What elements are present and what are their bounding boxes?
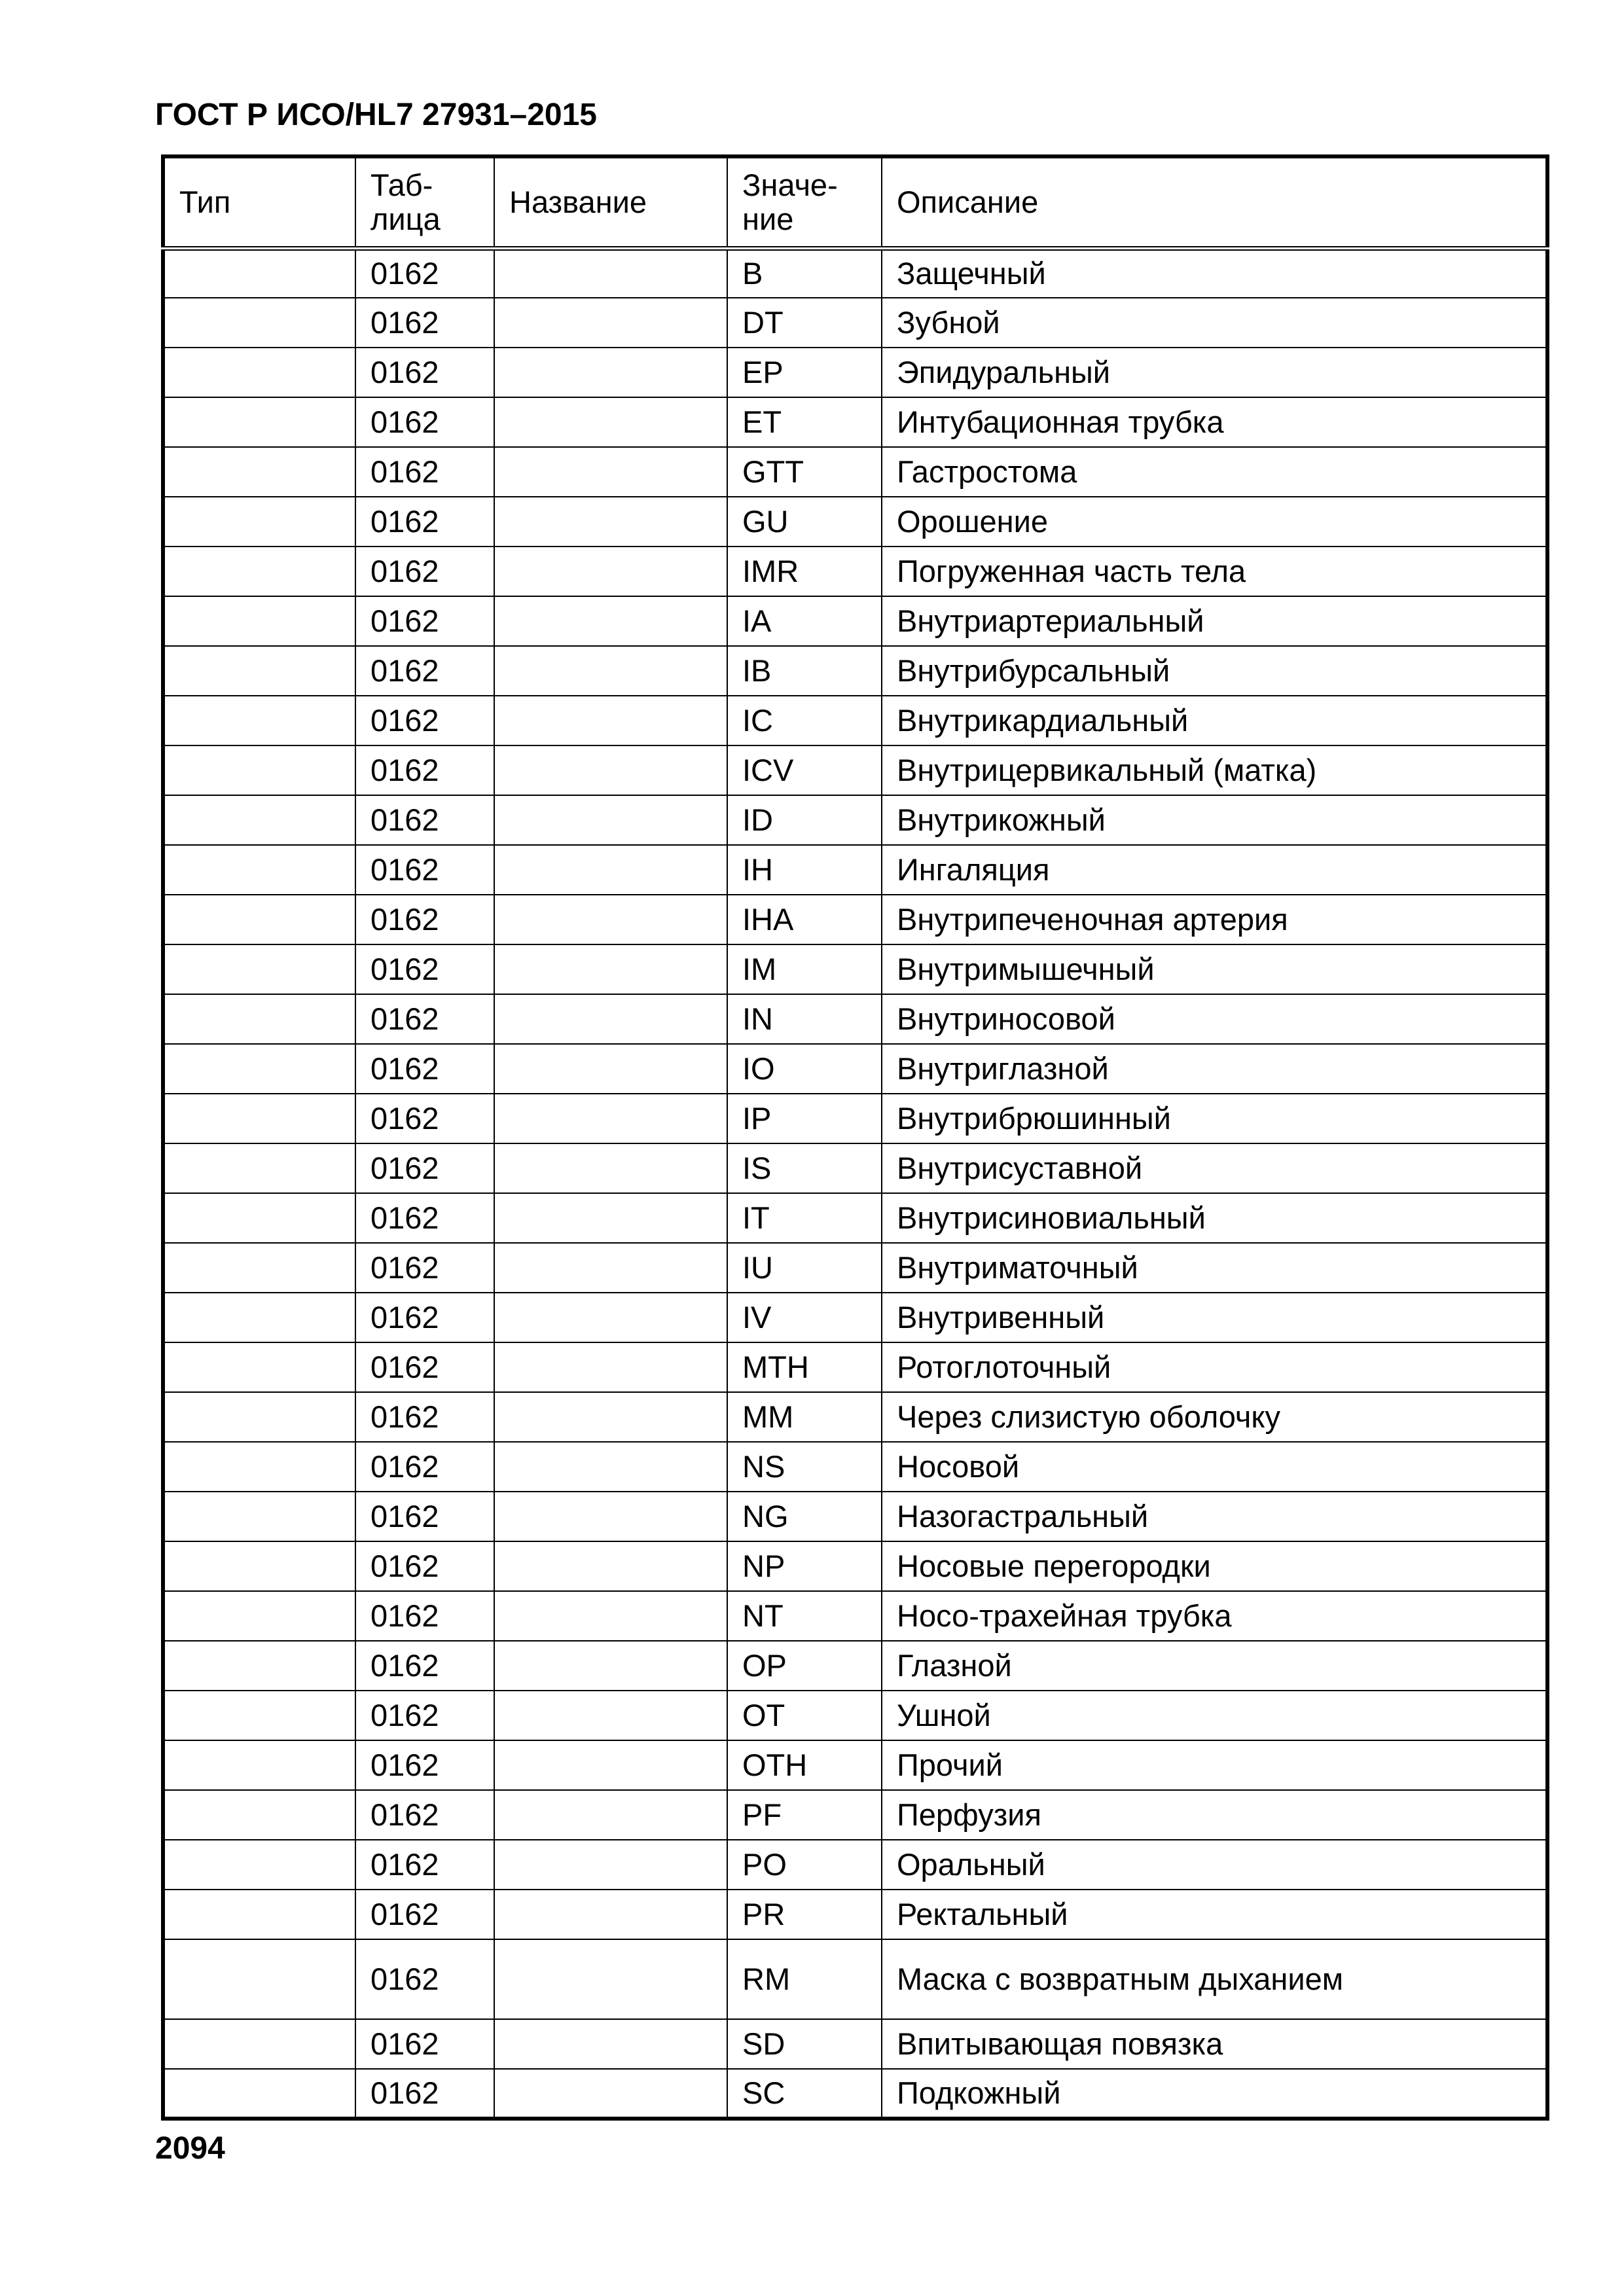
table-row xyxy=(163,944,1547,994)
cell-name xyxy=(494,1691,727,1740)
cell-type xyxy=(163,596,355,646)
cell-description: Прочий xyxy=(882,1740,1547,1790)
cell-name xyxy=(494,1740,727,1790)
cell-description: Перфузия xyxy=(882,1790,1547,1840)
cell-table: 0162 xyxy=(355,348,494,397)
cell-description: Внутриносовой xyxy=(882,994,1547,1044)
table-row xyxy=(163,1591,1547,1641)
cell-name xyxy=(494,248,727,298)
cell-type xyxy=(163,646,355,696)
cell-description: Ректальный xyxy=(882,1890,1547,1939)
cell-name xyxy=(494,1939,727,2019)
cell-name xyxy=(494,1790,727,1840)
table-row xyxy=(163,646,1547,696)
cell-value: PO xyxy=(727,1840,882,1890)
cell-type xyxy=(163,1392,355,1442)
table-row xyxy=(163,1342,1547,1392)
column-header-value-line2: ние xyxy=(742,201,794,236)
table-row xyxy=(163,596,1547,646)
cell-table: 0162 xyxy=(355,994,494,1044)
cell-table: 0162 xyxy=(355,1591,494,1641)
cell-name xyxy=(494,745,727,795)
cell-name xyxy=(494,447,727,497)
cell-name xyxy=(494,1143,727,1193)
cell-table: 0162 xyxy=(355,1442,494,1492)
cell-name xyxy=(494,944,727,994)
cell-type xyxy=(163,1243,355,1293)
cell-value: OP xyxy=(727,1641,882,1691)
column-header-value xyxy=(727,156,882,248)
cell-name xyxy=(494,1044,727,1094)
cell-type xyxy=(163,795,355,845)
table-row xyxy=(163,1094,1547,1143)
cell-table: 0162 xyxy=(355,1790,494,1840)
cell-name xyxy=(494,1492,727,1541)
cell-type xyxy=(163,547,355,596)
cell-description: Внутриартериальный xyxy=(882,596,1547,646)
table-row xyxy=(163,397,1547,447)
cell-type xyxy=(163,1094,355,1143)
cell-value: NS xyxy=(727,1442,882,1492)
cell-table: 0162 xyxy=(355,1094,494,1143)
cell-value: ID xyxy=(727,795,882,845)
cell-table: 0162 xyxy=(355,1641,494,1691)
cell-description: Внутриматочный xyxy=(882,1243,1547,1293)
cell-value: B xyxy=(727,248,882,298)
cell-table: 0162 xyxy=(355,547,494,596)
column-header-description: Описание xyxy=(882,156,1547,248)
cell-type xyxy=(163,1691,355,1740)
cell-table: 0162 xyxy=(355,1044,494,1094)
cell-type xyxy=(163,1790,355,1840)
cell-type xyxy=(163,1840,355,1890)
table-row xyxy=(163,447,1547,497)
cell-type xyxy=(163,1442,355,1492)
cell-name xyxy=(494,348,727,397)
table-row xyxy=(163,1492,1547,1541)
table-row xyxy=(163,248,1547,298)
cell-table: 0162 xyxy=(355,1392,494,1442)
cell-type xyxy=(163,1143,355,1193)
cell-description: Внутрипеченочная артерия xyxy=(882,895,1547,944)
table-row xyxy=(163,745,1547,795)
table-row xyxy=(163,1044,1547,1094)
table-row xyxy=(163,895,1547,944)
cell-table: 0162 xyxy=(355,1840,494,1890)
cell-description: Глазной xyxy=(882,1641,1547,1691)
cell-name xyxy=(494,298,727,348)
cell-value: MM xyxy=(727,1392,882,1442)
table-row xyxy=(163,845,1547,895)
cell-type xyxy=(163,2069,355,2119)
cell-description: Ротоглоточный xyxy=(882,1342,1547,1392)
cell-type xyxy=(163,1193,355,1243)
table-row xyxy=(163,795,1547,845)
cell-description: Подкожный xyxy=(882,2069,1547,2119)
table-row xyxy=(163,1392,1547,1442)
cell-name xyxy=(494,1193,727,1243)
table-row xyxy=(163,1541,1547,1591)
cell-value: IB xyxy=(727,646,882,696)
table-row xyxy=(163,2019,1547,2069)
cell-description: Через слизистую оболочку xyxy=(882,1392,1547,1442)
cell-description: Орошение xyxy=(882,497,1547,547)
header-row xyxy=(163,156,1547,248)
cell-table: 0162 xyxy=(355,696,494,745)
cell-name xyxy=(494,1094,727,1143)
cell-description: Впитывающая повязка xyxy=(882,2019,1547,2069)
cell-value: PF xyxy=(727,1790,882,1840)
cell-value: IV xyxy=(727,1293,882,1342)
table-row xyxy=(163,1193,1547,1243)
cell-name xyxy=(494,596,727,646)
cell-table: 0162 xyxy=(355,895,494,944)
column-header-type: Тип xyxy=(163,156,355,248)
table-row xyxy=(163,1939,1547,2019)
cell-type xyxy=(163,1740,355,1790)
table-row xyxy=(163,1243,1547,1293)
cell-table: 0162 xyxy=(355,2069,494,2119)
table-row xyxy=(163,348,1547,397)
cell-description: Эпидуральный xyxy=(882,348,1547,397)
cell-name xyxy=(494,646,727,696)
cell-type xyxy=(163,845,355,895)
cell-value: NT xyxy=(727,1591,882,1641)
table-row xyxy=(163,1691,1547,1740)
cell-type xyxy=(163,944,355,994)
table-row xyxy=(163,497,1547,547)
cell-name xyxy=(494,1392,727,1442)
cell-table: 0162 xyxy=(355,795,494,845)
cell-value: IN xyxy=(727,994,882,1044)
cell-type xyxy=(163,497,355,547)
column-header-table xyxy=(355,156,494,248)
cell-description: Носовые перегородки xyxy=(882,1541,1547,1591)
cell-type xyxy=(163,447,355,497)
cell-table: 0162 xyxy=(355,745,494,795)
cell-value: IA xyxy=(727,596,882,646)
cell-value: IO xyxy=(727,1044,882,1094)
cell-value: GTT xyxy=(727,447,882,497)
column-header-table-line2: лица xyxy=(370,201,441,236)
cell-name xyxy=(494,1442,727,1492)
table-row xyxy=(163,1143,1547,1193)
table-row xyxy=(163,1740,1547,1790)
cell-table: 0162 xyxy=(355,1492,494,1541)
table-header xyxy=(163,156,1547,248)
cell-table: 0162 xyxy=(355,397,494,447)
cell-type xyxy=(163,994,355,1044)
cell-table: 0162 xyxy=(355,1691,494,1740)
cell-value: OT xyxy=(727,1691,882,1740)
cell-name xyxy=(494,2069,727,2119)
cell-type xyxy=(163,2019,355,2069)
cell-description: Ингаляция xyxy=(882,845,1547,895)
cell-description: Внутрикардиальный xyxy=(882,696,1547,745)
cell-description: Внутрикожный xyxy=(882,795,1547,845)
table-row xyxy=(163,298,1547,348)
cell-table: 0162 xyxy=(355,1293,494,1342)
cell-description: Оральный xyxy=(882,1840,1547,1890)
column-header-name: Название xyxy=(494,156,727,248)
cell-table: 0162 xyxy=(355,1143,494,1193)
cell-value: IU xyxy=(727,1243,882,1293)
table-row xyxy=(163,1840,1547,1890)
table-row xyxy=(163,1890,1547,1939)
cell-table: 0162 xyxy=(355,1193,494,1243)
cell-value: SD xyxy=(727,2019,882,2069)
column-header-value-line1: Значе- xyxy=(742,167,838,202)
table-row xyxy=(163,696,1547,745)
table-row xyxy=(163,547,1547,596)
cell-type xyxy=(163,248,355,298)
cell-name xyxy=(494,397,727,447)
cell-table: 0162 xyxy=(355,646,494,696)
cell-name xyxy=(494,845,727,895)
cell-table: 0162 xyxy=(355,1740,494,1790)
cell-value: EP xyxy=(727,348,882,397)
cell-name xyxy=(494,2019,727,2069)
cell-description: Маска с возвратным дыханием xyxy=(882,1939,1547,2019)
cell-value: IHA xyxy=(727,895,882,944)
cell-description: Внутрибрюшинный xyxy=(882,1094,1547,1143)
cell-table: 0162 xyxy=(355,1890,494,1939)
cell-description: Защечный xyxy=(882,248,1547,298)
page-number: 2094 xyxy=(155,2131,225,2166)
cell-value: IH xyxy=(727,845,882,895)
code-table xyxy=(161,154,1549,2121)
cell-description: Внутримышечный xyxy=(882,944,1547,994)
cell-description: Носо-трахейная трубка xyxy=(882,1591,1547,1641)
cell-type xyxy=(163,1641,355,1691)
cell-type xyxy=(163,1293,355,1342)
cell-value: IM xyxy=(727,944,882,994)
cell-value: SC xyxy=(727,2069,882,2119)
cell-description: Гастростома xyxy=(882,447,1547,497)
cell-type xyxy=(163,1541,355,1591)
cell-table: 0162 xyxy=(355,1342,494,1392)
cell-name xyxy=(494,1541,727,1591)
cell-type xyxy=(163,696,355,745)
cell-name xyxy=(494,547,727,596)
cell-name xyxy=(494,1591,727,1641)
cell-type xyxy=(163,348,355,397)
table-row xyxy=(163,994,1547,1044)
cell-name xyxy=(494,994,727,1044)
cell-table: 0162 xyxy=(355,298,494,348)
cell-description: Внутрибурсальный xyxy=(882,646,1547,696)
cell-value: ICV xyxy=(727,745,882,795)
cell-type xyxy=(163,1044,355,1094)
cell-description: Внутриглазной xyxy=(882,1044,1547,1094)
cell-name xyxy=(494,1890,727,1939)
table-row xyxy=(163,1790,1547,1840)
cell-type xyxy=(163,1492,355,1541)
cell-table: 0162 xyxy=(355,447,494,497)
cell-table: 0162 xyxy=(355,596,494,646)
cell-type xyxy=(163,397,355,447)
cell-name xyxy=(494,1840,727,1890)
table-body xyxy=(163,248,1547,2119)
cell-name xyxy=(494,795,727,845)
cell-type xyxy=(163,1591,355,1641)
cell-description: Зубной xyxy=(882,298,1547,348)
cell-name xyxy=(494,1342,727,1392)
cell-description: Носовой xyxy=(882,1442,1547,1492)
cell-type xyxy=(163,1890,355,1939)
cell-value: RM xyxy=(727,1939,882,2019)
cell-table: 0162 xyxy=(355,497,494,547)
cell-description: Внутрисиновиальный xyxy=(882,1193,1547,1243)
cell-table: 0162 xyxy=(355,1243,494,1293)
cell-description: Ушной xyxy=(882,1691,1547,1740)
cell-value: IS xyxy=(727,1143,882,1193)
cell-value: OTH xyxy=(727,1740,882,1790)
cell-value: NP xyxy=(727,1541,882,1591)
cell-name xyxy=(494,895,727,944)
table-row xyxy=(163,2069,1547,2119)
cell-value: IP xyxy=(727,1094,882,1143)
cell-value: IT xyxy=(727,1193,882,1243)
cell-value: GU xyxy=(727,497,882,547)
cell-description: Внутривенный xyxy=(882,1293,1547,1342)
cell-description: Интубационная трубка xyxy=(882,397,1547,447)
cell-name xyxy=(494,1293,727,1342)
cell-type xyxy=(163,1939,355,2019)
cell-name xyxy=(494,497,727,547)
cell-type xyxy=(163,895,355,944)
cell-table: 0162 xyxy=(355,845,494,895)
cell-table: 0162 xyxy=(355,1939,494,2019)
cell-value: IC xyxy=(727,696,882,745)
cell-name xyxy=(494,1641,727,1691)
cell-type xyxy=(163,298,355,348)
cell-table: 0162 xyxy=(355,944,494,994)
cell-type xyxy=(163,745,355,795)
table-row xyxy=(163,1442,1547,1492)
document-header: ГОСТ Р ИСО/HL7 27931–2015 xyxy=(155,98,597,132)
cell-value: DT xyxy=(727,298,882,348)
cell-table: 0162 xyxy=(355,2019,494,2069)
cell-description: Внутрицервикальный (матка) xyxy=(882,745,1547,795)
cell-value: MTH xyxy=(727,1342,882,1392)
cell-type xyxy=(163,1342,355,1392)
cell-value: PR xyxy=(727,1890,882,1939)
cell-value: IMR xyxy=(727,547,882,596)
column-header-table-line1: Таб- xyxy=(370,167,433,202)
cell-table: 0162 xyxy=(355,1541,494,1591)
cell-value: NG xyxy=(727,1492,882,1541)
cell-value: ET xyxy=(727,397,882,447)
cell-name xyxy=(494,696,727,745)
cell-description: Погруженная часть тела xyxy=(882,547,1547,596)
cell-description: Внутрисуставной xyxy=(882,1143,1547,1193)
cell-table: 0162 xyxy=(355,248,494,298)
cell-name xyxy=(494,1243,727,1293)
cell-description: Назогастральный xyxy=(882,1492,1547,1541)
table-row xyxy=(163,1641,1547,1691)
table-row xyxy=(163,1293,1547,1342)
